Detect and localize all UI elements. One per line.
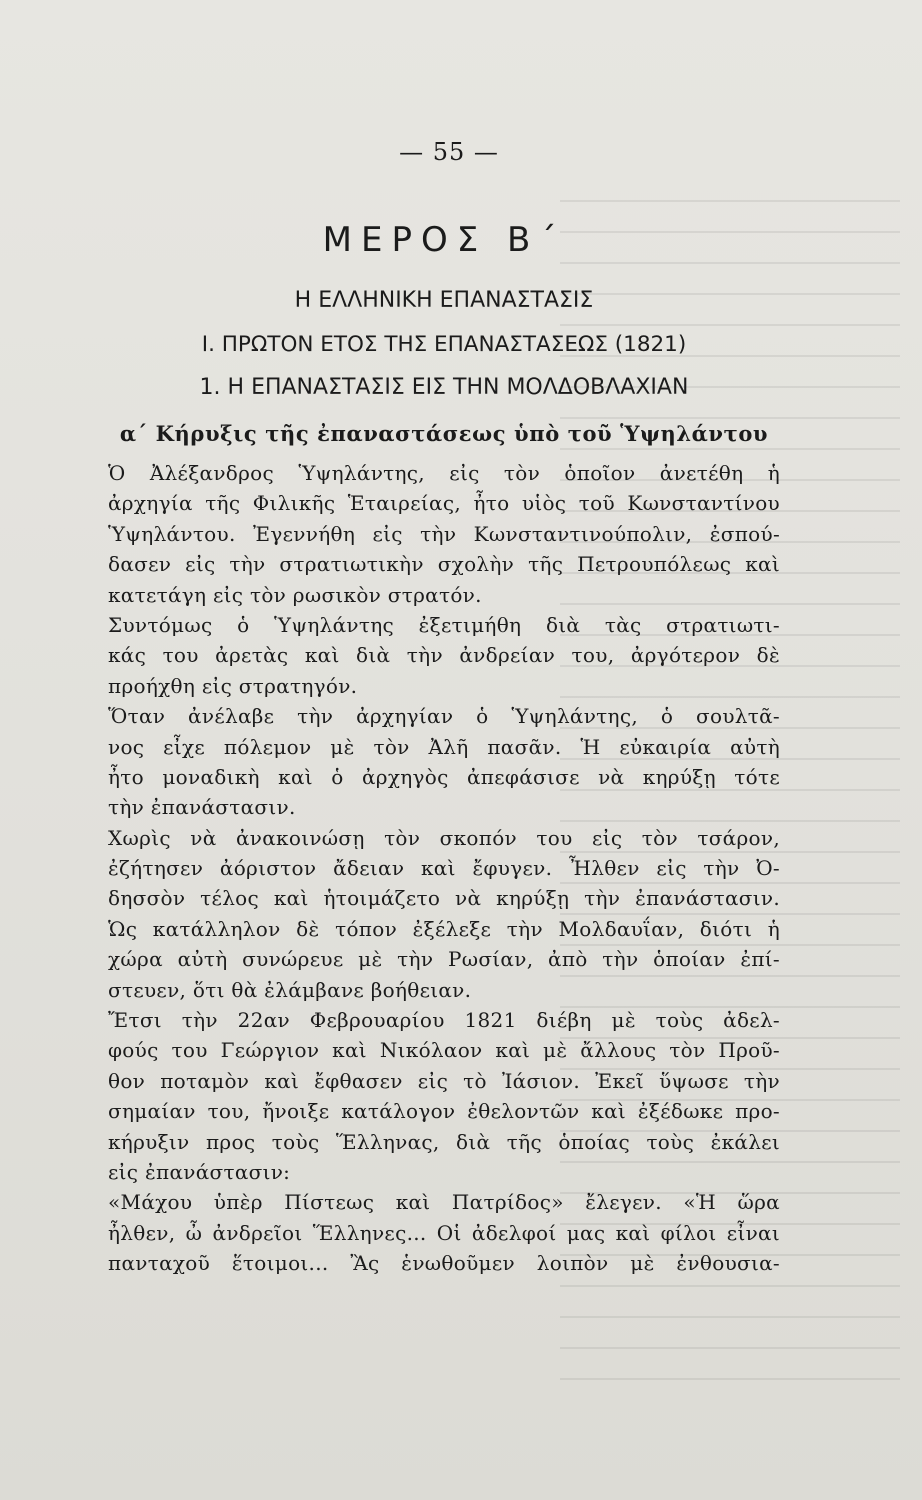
text-line: Ὁ Ἀλέξανδρος Ὑψηλάντης, εἰς τὸν ὁποῖον ἀνετέθη ἡ — [108, 461, 780, 485]
text-line: ἦτο μοναδικὴ καὶ ὁ ἀρχηγὸς ἀπεφάσισε νὰ κηρύξῃ τότε — [108, 764, 780, 789]
text-line: ἐζήτησεν ἀόριστον ἄδειαν καὶ ἔφυγεν. Ἦλθεν εἰς τὴν Ὀ- — [108, 856, 780, 881]
text-line: Ὑψηλάντου. Ἐγεννήθη εἰς τὴν Κωνσταντινούπολιν, ἐσπού- — [108, 521, 780, 546]
text-line: ἦλθεν, ὦ ἀνδρεῖοι Ἕλληνες... Οἱ ἀδελφοί μας καὶ φίλοι εἶναι — [108, 1220, 780, 1245]
text-line: κατετάγη εἰς τὸν ρωσικὸν στρατόν. — [108, 582, 482, 607]
section-heading: α΄ Κήρυξις τῆς ἐπαναστάσεως ὑπὸ τοῦ Ὑψηλάντου — [119, 421, 769, 446]
page-number: — 55 — — [399, 138, 499, 166]
text-line: φούς του Γεώργιον καὶ Νικόλαον καὶ μὲ ἄλλους τὸν Προῦ- — [108, 1038, 780, 1063]
page-content — [108, 130, 780, 1279]
text-line: Ὡς κατάλληλον δὲ τόπον ἐξέλεξε τὴν Μολδαυΐαν, διότι ἡ — [108, 916, 780, 941]
text-line: Συντόμως ὁ Ὑψηλάντης ἐξετιμήθη διὰ τὰς στρατιωτι- — [108, 612, 780, 637]
text-line: νος εἶχε πόλεμον μὲ τὸν Ἀλῆ πασᾶν. Ἡ εὐκαιρία αὐτὴ — [108, 734, 780, 759]
text-line: Χωρὶς νὰ ἀνακοινώσῃ τὸν σκοπόν του εἰς τὸν τσάρον, — [108, 825, 780, 850]
text-line: προήχθη εἰς στρατηγόν. — [108, 673, 358, 698]
text-line: κήρυξιν προς τοὺς Ἕλληνας, διὰ τῆς ὁποίας τοὺς ἐκάλει — [108, 1129, 780, 1154]
text-line: ἀρχηγία τῆς Φιλικῆς Ἑταιρείας, ἦτο υἱὸς τοῦ Κωνσταντίνου — [108, 491, 780, 516]
text-line: χώρα αὐτὴ συνώρευε μὲ τὴν Ρωσίαν, ἀπὸ τὴν ὁποίαν ἐπί- — [108, 947, 780, 972]
text-line: σημαίαν του, ἤνοιξε κατάλογον ἐθελοντῶν καὶ ἐξέδωκε προ- — [108, 1099, 780, 1124]
text-line: θον ποταμὸν καὶ ἔφθασεν εἰς τὸ Ἰάσιον. Ἐκεῖ ὕψωσε τὴν — [108, 1068, 780, 1093]
text-line: στευεν, ὅτι θὰ ἐλάμβανε βοήθειαν. — [108, 977, 472, 1002]
chapter-title: Ι. ΠΡΩΤΟΝ ΕΤΟΣ ΤΗΣ ΕΠΑΝΑΣΤΑΣΕΩΣ (1821) — [201, 332, 687, 357]
text-line: Ἔτσι τὴν 22αν Φεβρουαρίου 1821 διέβη μὲ τοὺς ἀδελ- — [108, 1008, 780, 1033]
text-line: τὴν ἐπανάστασιν. — [108, 795, 296, 820]
text-line: εἰς ἐπανάστασιν: — [108, 1159, 291, 1184]
text-line: κάς του ἀρετὰς καὶ διὰ τὴν ἀνδρείαν του, ἀργότερον δὲ — [108, 643, 780, 668]
part-title: ΜΕΡΟΣ Β΄ — [322, 220, 566, 260]
text-line: δησσὸν τέλος καὶ ἡτοιμάζετο νὰ κηρύξῃ τὴν ἐπανάστασιν. — [108, 886, 780, 911]
sub-chapter-title: 1. Η ΕΠΑΝΑΣΤΑΣΙΣ ΕΙΣ ΤΗΝ ΜΟΛΔΟΒΛΑΧΙΑΝ — [199, 375, 689, 400]
text-line: Ὅταν ἀνέλαβε τὴν ἀρχηγίαν ὁ Ὑψηλάντης, ὁ σουλτᾶ- — [108, 704, 780, 729]
body-text — [108, 458, 780, 1279]
text-line: «Μάχου ὑπὲρ Πίστεως καὶ Πατρίδος» ἔλεγεν. «Ἡ ὥρα — [108, 1190, 780, 1215]
text-line: πανταχοῦ ἕτοιμοι... Ἂς ἑνωθοῦμεν λοιπὸν μὲ ἐνθουσια- — [108, 1251, 780, 1276]
section-title: Η ΕΛΛΗΝΙΚΗ ΕΠΑΝΑΣΤΑΣΙΣ — [294, 288, 594, 313]
text-line: δασεν εἰς τὴν στρατιωτικὴν σχολὴν τῆς Πετρουπόλεως καὶ — [108, 552, 780, 577]
